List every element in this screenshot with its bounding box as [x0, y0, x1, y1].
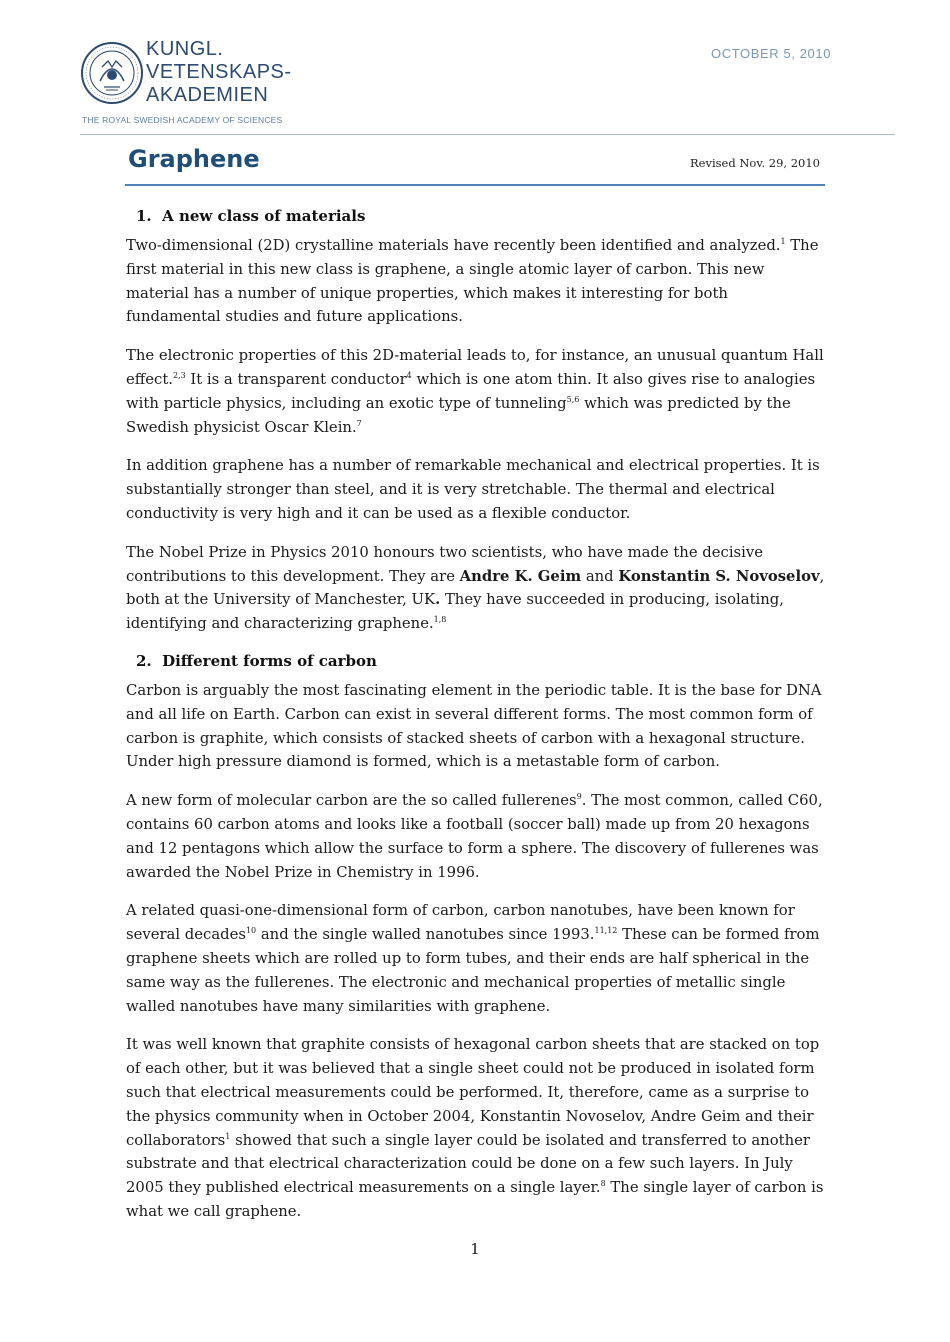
section-heading-2: 2. Different forms of carbon [136, 651, 377, 670]
laureate-name: Konstantin S. Novoselov [618, 567, 820, 585]
text-run: . [435, 591, 441, 609]
citation-superscript: 8 [600, 1179, 606, 1189]
text-run: The Nobel Prize in Physics 2010 honours two scientists, who have made the decisive contributions to this development. They are [126, 543, 763, 585]
paragraph: In addition graphene has a number of remarkable mechanical and electrical properties. It is substantially stronger than steel, and it is very stretchable. The thermal and electrical conductivity is very high and it can be used as a flexible conductor. [126, 457, 820, 522]
text-run: The electronic properties of this 2D-material leads to, for instance, an unusual quantum Hall effect. [126, 347, 824, 388]
paragraph [126, 899, 826, 1018]
text-run: The first material in this new class is graphene, a single atomic layer of carbon. This new material has a number of unique properties, which makes it interesting for both fundamental studies and future applications. [126, 237, 819, 326]
text-run: It is a transparent conductor [185, 370, 407, 388]
org-name-line1: KUNGL. [146, 38, 224, 60]
academy-seal-icon [80, 37, 144, 109]
org-subtitle: THE ROYAL SWEDISH ACADEMY OF SCIENCES [82, 115, 283, 125]
citation-superscript: 7 [356, 418, 362, 428]
text-run: and [581, 567, 619, 585]
text-run: Two-dimensional (2D) crystalline materials have recently been identified and analyzed. [126, 237, 781, 254]
paragraph [126, 1033, 826, 1223]
text-run: which was predicted by the Swedish physicist Oscar Klein. [126, 394, 791, 436]
text-run: showed that such a single layer could be isolated and transferred to another substrate and that electrical characterization could be done on a few such layers. In July 2005 they published electrical measurements on a single layer. [126, 1131, 810, 1197]
citation-superscript: 1 [225, 1131, 231, 1141]
text-run: It was well known that graphite consists of hexagonal carbon sheets that are stacked on top of each other, but it was believed that a single sheet could not be produced in isolated form such that electrical measurements could be performed. It, therefore, came as a surprise to the physics community when in October 2004, Konstantin Novoselov, Andre Geim and their collaborators [126, 1036, 820, 1149]
text-run: , both at the University of Manchester, UK [126, 567, 825, 609]
title-divider [125, 184, 825, 186]
page-number: 1 [470, 1240, 480, 1258]
text-run: A related quasi-one-dimensional form of carbon, carbon nanotubes, have been known for several decades [126, 902, 795, 944]
section-heading-1: 1. A new class of materials [136, 207, 366, 225]
document-body [126, 204, 826, 1224]
text-run: The single layer of carbon is what we call graphene. [126, 1179, 824, 1220]
paragraph [126, 344, 826, 439]
header-divider [80, 134, 895, 135]
laureate-name: Andre K. Geim [459, 567, 582, 585]
revision-date: Revised Nov. 29, 2010 [690, 156, 821, 170]
citation-superscript: 2,3 [172, 371, 186, 381]
paragraph [126, 541, 826, 636]
text-run: These can be formed from graphene sheets which are rolled up to form tubes, and their ends are half spherical in the same way as the fullerenes. The electronic and mechanical properties of metallic single walled nanotubes have many similarities with graphene. [126, 926, 820, 1015]
citation-superscript: 11,12 [594, 926, 618, 936]
citation-superscript: 1,8 [433, 615, 447, 625]
paragraph: Carbon is arguably the most fascinating element in the periodic table. It is the base for DNA and all life on Earth. Carbon can exist in several different forms. The most common form of carbon is graphite, which consists of stacked sheets of carbon with a hexagonal structure. Under high pressure diamond is formed, which is a metastable form of carbon. [126, 681, 822, 771]
text-run: and the single walled nanotubes since 1993. [256, 926, 595, 944]
citation-superscript: 9 [576, 792, 582, 802]
document-title: Graphene [128, 145, 260, 173]
org-name-line2: VETENSKAPS- [146, 61, 292, 83]
text-run: which is one atom thin. It also gives rise to analogies with particle physics, including an exotic type of tunneling [126, 370, 816, 412]
text-run: A new form of molecular carbon are the so called fullerenes [126, 792, 577, 810]
citation-superscript: 10 [245, 926, 257, 936]
org-name-line3: AKADEMIEN [146, 84, 269, 106]
citation-superscript: 4 [406, 371, 412, 381]
citation-superscript: 5,6 [566, 394, 580, 404]
text-run: They have succeeded in producing, isolating, identifying and characterizing graphene. [126, 591, 784, 633]
citation-superscript: 1 [780, 237, 786, 247]
publication-date: OCTOBER 5, 2010 [711, 46, 832, 61]
paragraph [126, 789, 826, 884]
academy-logo-wordmark [146, 38, 292, 107]
paragraph [126, 234, 826, 329]
text-run: . The most common, called C60, contains 60 carbon atoms and looks like a football (soccer ball) made up from 20 hexagons and 12 pentagons which allow the surface to form a sphere. The discovery of fullerenes was awarded the Nobel Prize in Chemistry in 1996. [126, 792, 823, 881]
